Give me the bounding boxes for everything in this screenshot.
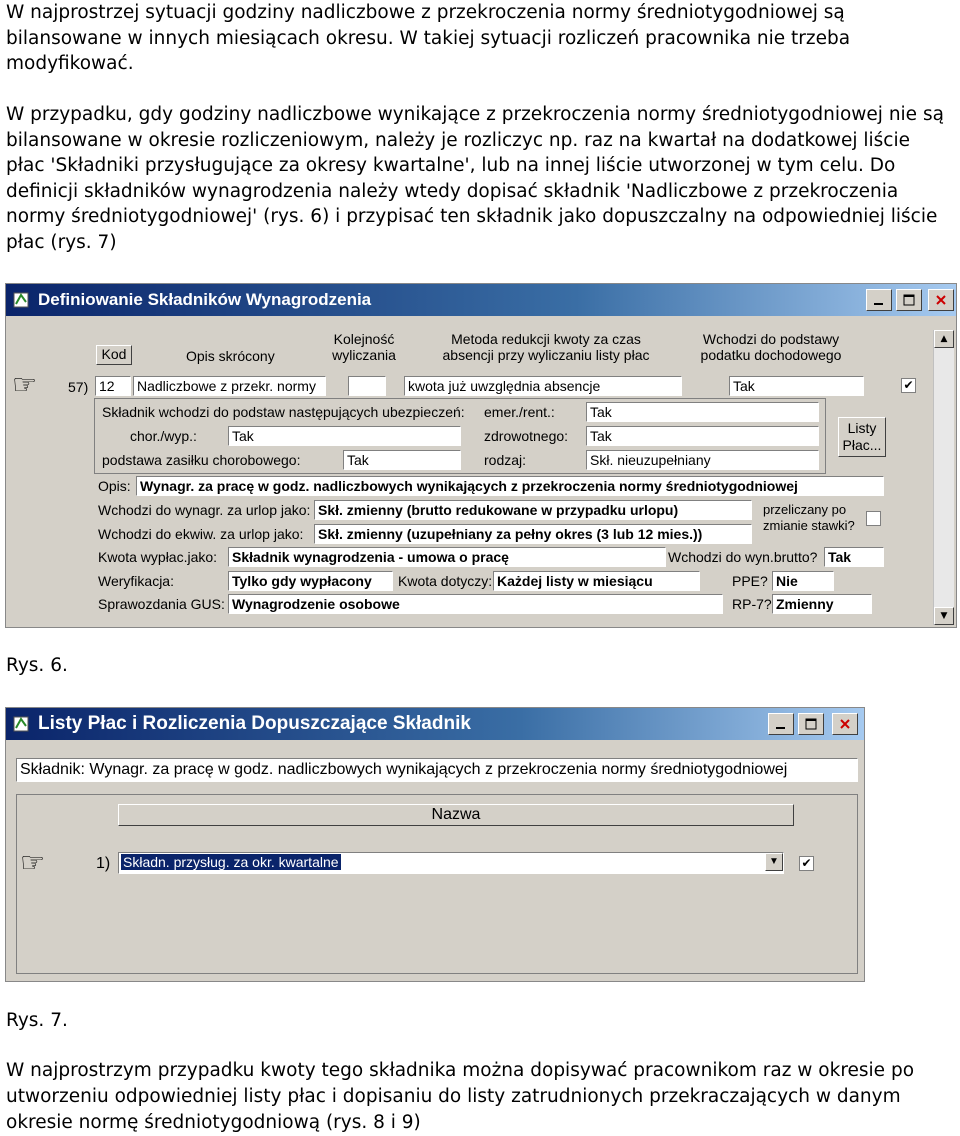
gus-field[interactable]: Wynagrodzenie osobowe [228,594,723,614]
kwota-field[interactable]: Składnik wynagrodzenia - umowa o pracę [228,547,666,567]
maximize-button[interactable] [896,289,922,311]
opis-label: Opis: [98,478,131,494]
kolejnosc-column-header: Kolejność wyliczania [332,331,396,363]
zdrow-label: zdrowotnego: [484,428,569,444]
ubezpieczenia-label: Składnik wchodzi do podstaw następujących ubezpieczeń: [102,404,465,420]
minimize-icon [775,718,787,730]
brutto-field[interactable]: Tak [824,547,884,567]
close-button[interactable] [928,289,954,311]
closing-paragraph: W najprostrzym przypadku kwoty tego składnika można dopisywać pracownikom raz w okresie po utworzeniu odpowiedniej listy płac i dopisaniu do listy zatrudnionych przekraczających w danym okresie normę średniotygodniową (rys. 8 i 9) [6,1060,915,1133]
close-icon [839,718,851,730]
minimize-button[interactable] [768,713,794,735]
emer-field[interactable]: Tak [586,402,819,422]
explanation-paragraph: W przypadku, gdy godziny nadliczbowe wynikające z przekroczenia normy średniotygodniowej nie są bilansowane w okresie rozliczeniowym, należy je rozliczyc np. raz na kwartał na dodatkowej liście płac 'Składniki przysługujące za okresy kwartalne', lub na innej liście utworzonej w tym celu. Do definicji składników wynagrodzenia należy wtedy dopisać składnik 'Nadliczbowe z przekroczenia normy średniotygodniowej' (rys. 6) i przypisać ten składnik jako dopuszczalny na odpowiedniej liście płac (rys. 7) [6,104,944,253]
rp7-field[interactable]: Zmienny [772,594,872,614]
opis-field[interactable]: Wynagr. za pracę w godz. nadliczbowych wynikających z przekroczenia normy średniotygodniowej [136,476,884,496]
pointing-hand-icon: ☞ [20,846,46,879]
dotyczy-field[interactable]: Każdej listy w miesiącu [493,571,700,591]
close-icon [935,294,947,306]
lista-plac-select[interactable]: Składn. przysług. za okr. kwartalne ▼ [118,852,784,874]
minimize-button[interactable] [866,289,892,311]
minimize-icon [873,294,885,306]
dropdown-chevron-icon[interactable]: ▼ [765,853,783,871]
row-checkbox[interactable]: ✔ [799,856,814,871]
scroll-down-icon[interactable]: ▼ [934,607,954,625]
title-bar[interactable] [6,284,956,316]
vertical-scrollbar[interactable] [933,330,954,625]
definiowanie-window [5,283,957,628]
scroll-up-icon[interactable]: ▲ [934,330,954,348]
figure-6-caption: Rys. 6. [6,655,68,676]
wynagr-urlop-field[interactable]: Skł. zmienny (brutto redukowane w przypadku urlopu) [314,500,752,520]
weryfikacja-field[interactable]: Tylko gdy wypłacony [228,571,393,591]
wynagr-urlop-label: Wchodzi do wynagr. za urlop jako: [98,502,311,518]
chor-label: chor./wyp.: [130,428,197,444]
emer-label: emer./rent.: [484,404,555,420]
metoda-column-header: Metoda redukcji kwoty za czas absencji przy wyliczaniu listy płac [442,331,650,363]
kod-field[interactable]: 12 [95,376,131,396]
rodzaj-field[interactable]: Skł. nieuzupełniany [586,450,819,470]
maximize-icon [805,718,817,730]
maximize-icon [903,294,915,306]
maximize-button[interactable] [798,713,824,735]
app-icon [12,714,32,734]
zasilek-label: podstawa zasiłku chorobowego: [102,452,301,468]
ppe-label: PPE? [732,573,768,589]
window-title: Definiowanie Składników Wynagrodzenia [38,290,372,309]
przeliczany-checkbox[interactable] [866,511,881,526]
kwota-label: Kwota wypłac.jako: [98,549,218,565]
podatek-field[interactable]: Tak [729,376,864,396]
skladnik-field: Składnik: Wynagr. za pracę w godz. nadliczbowych wynikających z przekroczenia normy średniotygodniowej [16,758,858,782]
pointing-hand-icon: ☞ [12,368,38,401]
app-icon [12,290,32,310]
kolejnosc-field[interactable] [348,376,386,396]
nazwa-column-header[interactable]: Nazwa [118,804,794,826]
opis-column-header: Opis skrócony [186,348,275,364]
brutto-label: Wchodzi do wyn.brutto? [668,549,818,565]
title-bar[interactable] [6,708,864,740]
metoda-redukcji-field[interactable]: kwota już uwzględnia absencje [404,376,682,396]
chor-field[interactable]: Tak [228,426,461,446]
kod-column-header[interactable]: Kod [96,345,132,365]
intro-paragraph: W najprostrzej sytuacji godziny nadliczbowe z przekroczenia normy średniotygodniowej są bilansowane w innych miesiącach okresu. W takiej sytuacji rozliczeń pracownika nie trzeba modyfikować. [6,2,851,74]
wchodzi-column-header: Wchodzi do podstawy podatku dochodowego [700,331,842,363]
figure-7-caption: Rys. 7. [6,1010,68,1031]
zdrow-field[interactable]: Tak [586,426,819,446]
row-checkbox[interactable]: ✔ [901,378,916,393]
row-number: 57) [68,379,89,395]
weryfikacja-label: Weryfikacja: [98,573,174,589]
ekwiw-urlop-label: Wchodzi do ekwiw. za urlop jako: [98,526,304,542]
zasilek-field[interactable]: Tak [343,450,461,470]
window-title: Listy Płac i Rozliczenia Dopuszczające Składnik [38,713,471,734]
gus-label: Sprawozdania GUS: [98,596,225,612]
rp7-label: RP-7? [732,596,772,612]
ekwiw-urlop-field[interactable]: Skł. zmienny (uzupełniany za pełny okres (3 lub 12 mies.)) [314,524,752,544]
close-button[interactable] [832,713,858,735]
listy-plac-window [5,707,865,982]
ppe-field[interactable]: Nie [772,571,834,591]
dotyczy-label: Kwota dotyczy: [398,573,493,589]
rodzaj-label: rodzaj: [484,452,527,468]
przeliczany-label: przeliczany po zmianie stawki? [763,502,855,533]
row-number: 1) [96,855,111,872]
opis-skrocony-field[interactable]: Nadliczbowe z przekr. normy [133,376,326,396]
listy-plac-button[interactable]: Listy Płac... [838,417,886,457]
